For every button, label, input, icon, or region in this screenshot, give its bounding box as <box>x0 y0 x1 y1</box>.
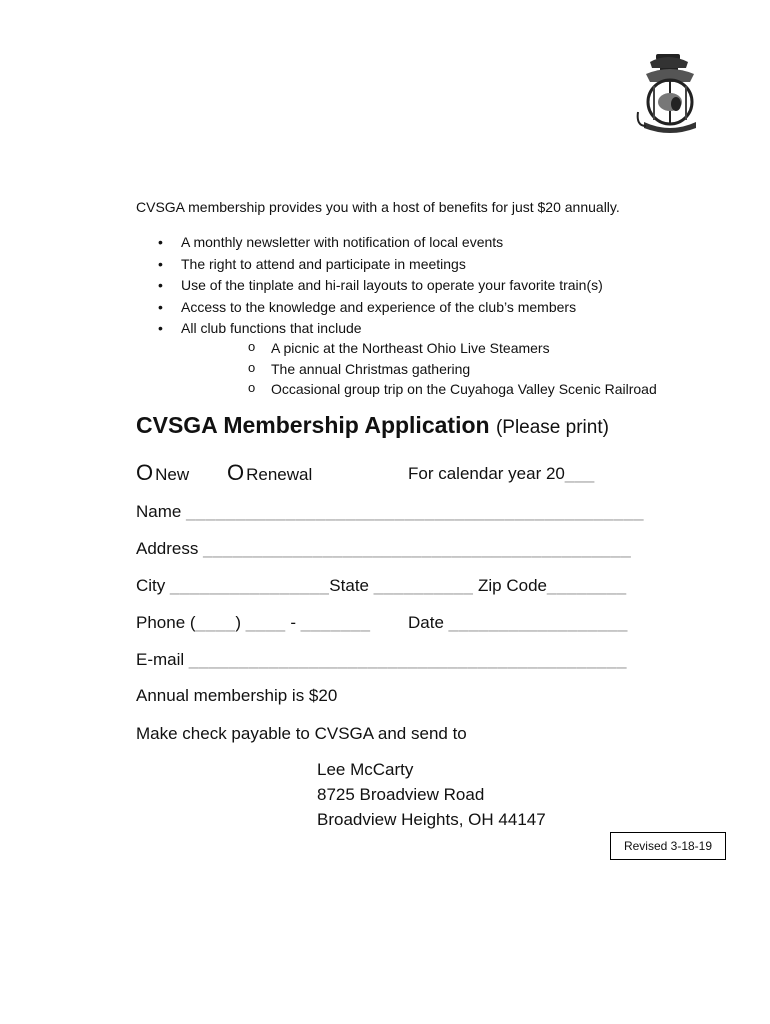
form-title-text: CVSGA Membership Application <box>136 412 490 438</box>
name-label: Name <box>136 502 182 521</box>
phone-prefix-blank[interactable]: ____ <box>245 613 286 632</box>
phone-field[interactable] <box>136 613 370 633</box>
form-title <box>136 412 609 439</box>
email-blank[interactable]: ____________________________________________ <box>188 650 627 669</box>
option-renewal[interactable] <box>227 460 312 486</box>
phone-dash: - <box>290 613 297 632</box>
phone-label: Phone ( <box>136 613 196 632</box>
zip-label: Zip Code <box>478 576 547 595</box>
state-blank[interactable]: __________ <box>373 576 474 595</box>
date-field[interactable] <box>408 613 628 633</box>
calendar-year-blank[interactable]: ___ <box>564 464 595 483</box>
option-new-label: New <box>155 465 190 484</box>
phone-paren-close: ) <box>235 613 242 632</box>
zip-blank[interactable]: ________ <box>547 576 627 595</box>
option-renewal-label: Renewal <box>246 465 313 484</box>
city-label: City <box>136 576 166 595</box>
phone-line-blank[interactable]: _______ <box>300 613 371 632</box>
address-blank[interactable]: ___________________________________________ <box>203 539 632 558</box>
address-label: Address <box>136 539 199 558</box>
phone-area-blank[interactable]: ____ <box>195 613 236 632</box>
intro-text: CVSGA membership provides you with a host of benefits for just $20 annually. <box>136 199 620 215</box>
state-label: State <box>329 576 369 595</box>
sub-list-item: o Occasional group trip on the Cuyahoga Valley Scenic Railroad <box>181 379 657 400</box>
date-label: Date <box>408 613 444 632</box>
city-state-zip-row <box>136 576 627 596</box>
date-blank[interactable]: __________________ <box>448 613 628 632</box>
list-item: • Access to the knowledge and experience of the club’s members <box>136 297 657 319</box>
name-blank[interactable]: ______________________________________________ <box>186 502 645 521</box>
sub-list-item: o A picnic at the Northeast Ohio Live Steamers <box>181 338 657 359</box>
email-field[interactable] <box>136 650 627 670</box>
list-item: • The right to attend and participate in meetings <box>136 254 657 276</box>
option-new[interactable] <box>136 460 189 486</box>
name-field[interactable] <box>136 502 644 522</box>
list-item-label: All club functions that include <box>181 320 362 336</box>
calendar-year-label: For calendar year 20 <box>408 464 565 483</box>
city-blank[interactable]: ________________ <box>170 576 330 595</box>
benefits-list <box>136 232 657 397</box>
list-item <box>136 318 657 397</box>
radio-new-icon[interactable]: O <box>136 460 154 485</box>
payable-text: Make check payable to CVSGA and send to <box>136 724 467 743</box>
lantern-logo-icon <box>636 52 704 136</box>
address-field[interactable] <box>136 539 631 559</box>
list-item: • A monthly newsletter with notification of local events <box>136 232 657 254</box>
calendar-year-field[interactable] <box>408 464 595 484</box>
email-label: E-mail <box>136 650 185 669</box>
revised-badge <box>610 832 726 860</box>
sub-benefits-list <box>181 338 657 400</box>
radio-renewal-icon[interactable]: O <box>227 460 245 485</box>
dues-text: Annual membership is $20 <box>136 686 338 705</box>
mailing-name: Lee McCarty <box>317 760 414 779</box>
form-title-note: (Please print) <box>495 417 609 438</box>
sub-list-item: o The annual Christmas gathering <box>181 359 657 380</box>
revised-text: Revised 3-18-19 <box>623 839 713 853</box>
mailing-street: 8725 Broadview Road <box>317 785 485 804</box>
list-item: • Use of the tinplate and hi-rail layouts to operate your favorite train(s) <box>136 275 657 297</box>
mailing-city: Broadview Heights, OH 44147 <box>317 810 546 829</box>
mailing-address <box>317 760 546 835</box>
